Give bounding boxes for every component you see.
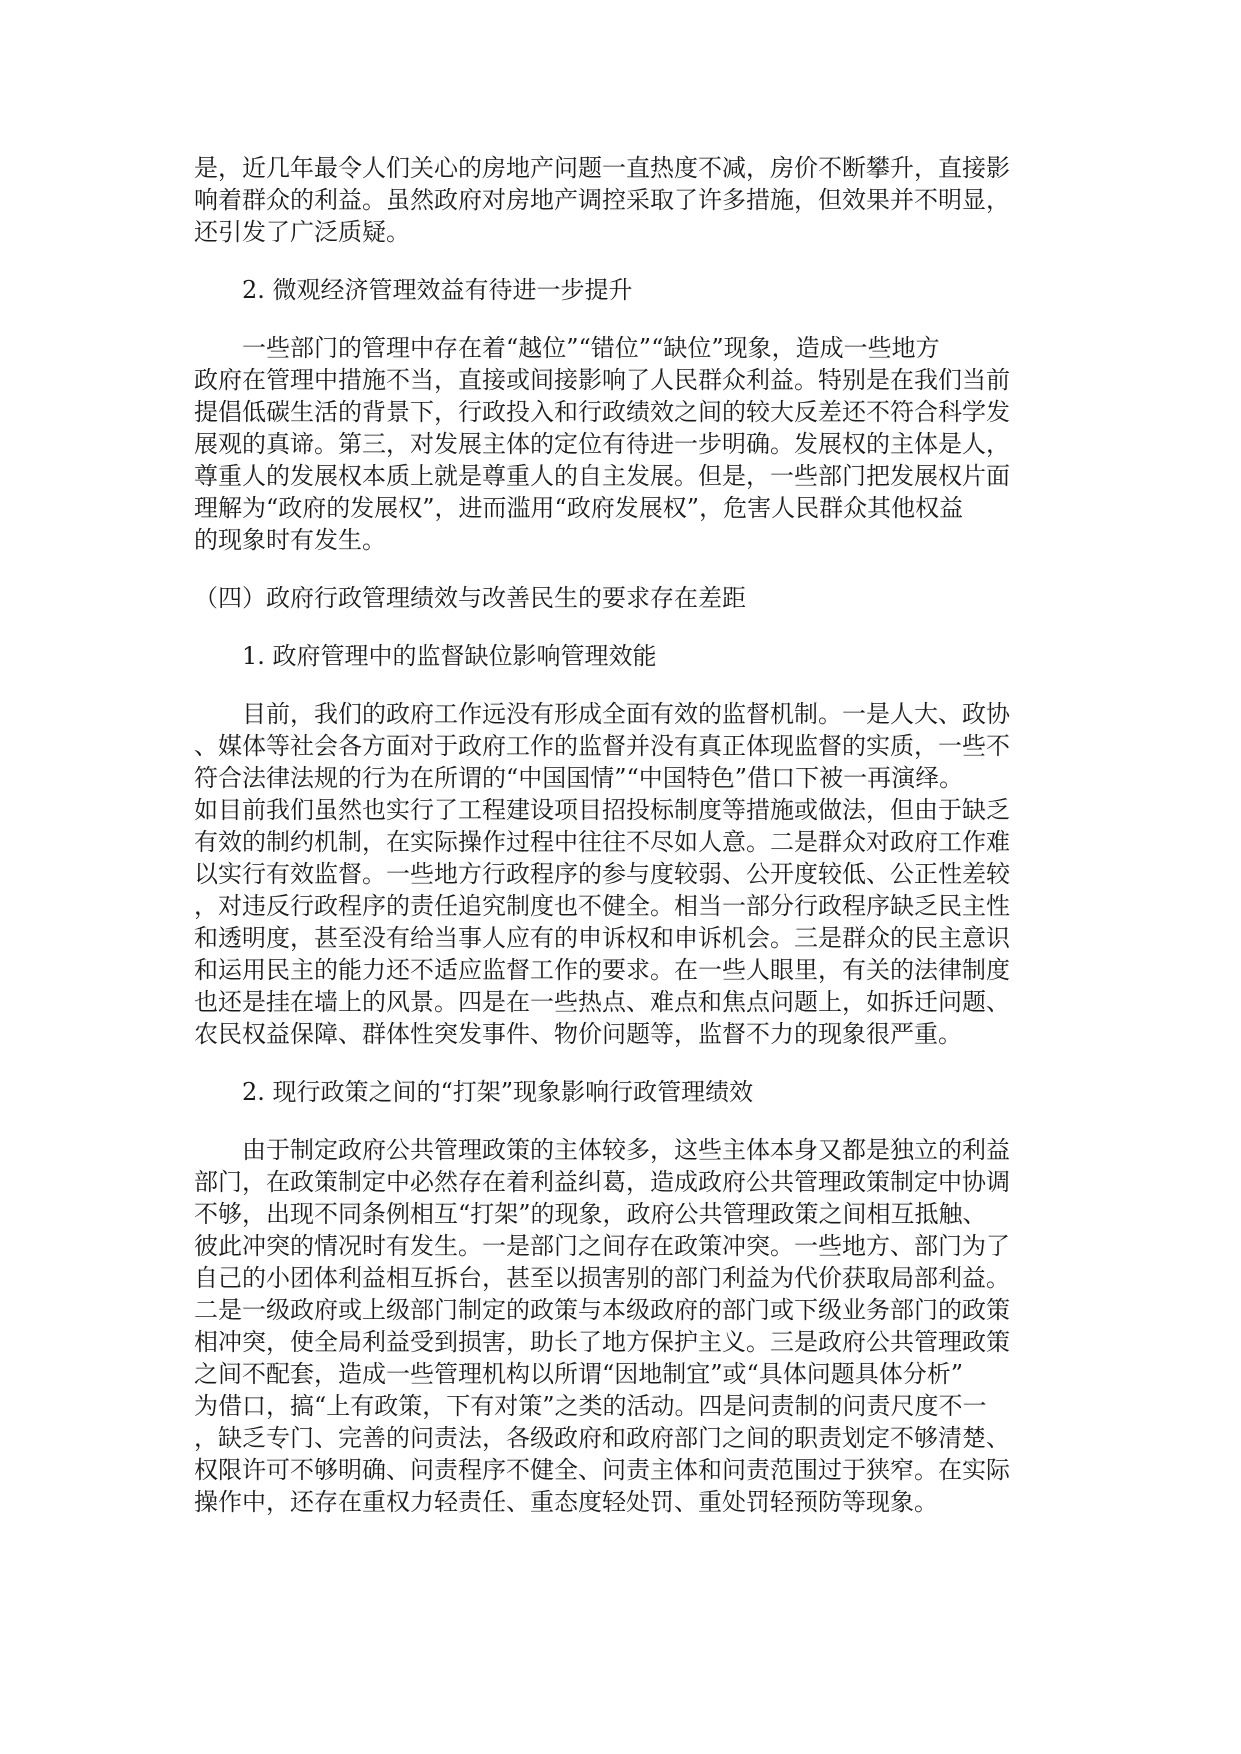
paragraph-line: 自己的小团体利益相互拆台，甚至以损害别的部门利益为代价获取局部利益。 xyxy=(194,1264,1010,1292)
paragraph-spacer xyxy=(194,306,1058,332)
paragraph-line: 尊重人的发展权本质上就是尊重人的自主发展。但是，一些部门把发展权片面 xyxy=(194,462,1010,490)
heading-text: 1. 政府管理中的监督缺位影响管理效能 xyxy=(242,642,657,670)
paragraph-line: 不够，出现不同条例相互“打架”的现象，政府公共管理政策之间相互抵触、 xyxy=(194,1200,987,1228)
paragraph-spacer xyxy=(194,672,1058,698)
paragraph-line: 一些部门的管理中存在着“越位”“错位”“缺位”现象，造成一些地方 xyxy=(242,334,940,362)
paragraph-spacer xyxy=(194,556,1058,582)
heading-text: 2. 现行政策之间的“打架”现象影响行政管理绩效 xyxy=(242,1078,754,1106)
section-heading xyxy=(194,582,1058,614)
body-paragraph xyxy=(194,1134,1058,1518)
paragraph-line: 权限许可不够明确、问责程序不健全、问责主体和问责范围过于狭窄。在实际 xyxy=(194,1456,1010,1484)
paragraph-line: 二是一级政府或上级部门制定的政策与本级政府的部门或下级业务部门的政策 xyxy=(194,1296,1010,1324)
section-heading xyxy=(194,640,1058,672)
paragraph-line: ，对违反行政程序的责任追究制度也不健全。相当一部分行政程序缺乏民主性 xyxy=(194,892,1010,920)
paragraph-line: 为借口，搞“上有政策，下有对策”之类的活动。四是问责制的问责尺度不一 xyxy=(194,1392,987,1420)
paragraph-line: ，缺乏专门、完善的问责法，各级政府和政府部门之间的职责划定不够清楚、 xyxy=(194,1424,1010,1452)
paragraph-spacer xyxy=(194,248,1058,274)
paragraph-line: 部门，在政策制定中必然存在着利益纠葛，造成政府公共管理政策制定中协调 xyxy=(194,1168,1010,1196)
heading-text: 2. 微观经济管理效益有待进一步提升 xyxy=(242,276,633,304)
paragraph-line: 农民权益保障、群体性突发事件、物价问题等，监督不力的现象很严重。 xyxy=(194,1020,962,1048)
paragraph-line: 政府在管理中措施不当，直接或间接影响了人民群众利益。特别是在我们当前 xyxy=(194,366,1010,394)
paragraph-line: 的现象时有发生。 xyxy=(194,526,386,554)
paragraph-line: 提倡低碳生活的背景下，行政投入和行政绩效之间的较大反差还不符合科学发 xyxy=(194,398,1010,426)
paragraph-spacer xyxy=(194,614,1058,640)
body-paragraph xyxy=(194,152,1058,248)
paragraph-line: 之间不配套，造成一些管理机构以所谓“因地制宜”或“具体问题具体分析” xyxy=(194,1360,964,1388)
paragraph-line: 和运用民主的能力还不适应监督工作的要求。在一些人眼里，有关的法律制度 xyxy=(194,956,1010,984)
paragraph-line: 如目前我们虽然也实行了工程建设项目招投标制度等措施或做法，但由于缺乏 xyxy=(194,796,1010,824)
body-paragraph xyxy=(194,698,1058,1050)
paragraph-spacer xyxy=(194,1050,1058,1076)
paragraph-line: 以实行有效监督。一些地方行政程序的参与度较弱、公开度较低、公正性差较 xyxy=(194,860,1010,888)
section-heading xyxy=(194,274,1058,306)
paragraph-line: 还引发了广泛质疑。 xyxy=(194,218,410,246)
paragraph-line: 相冲突，使全局利益受到损害，助长了地方保护主义。三是政府公共管理政策 xyxy=(194,1328,1010,1356)
heading-text: （四）政府行政管理绩效与改善民生的要求存在差距 xyxy=(194,584,746,612)
body-paragraph xyxy=(194,332,1058,556)
document-body xyxy=(194,152,1058,1518)
paragraph-line: 彼此冲突的情况时有发生。一是部门之间存在政策冲突。一些地方、部门为了 xyxy=(194,1232,1010,1260)
paragraph-line: 有效的制约机制，在实际操作过程中往往不尽如人意。二是群众对政府工作难 xyxy=(194,828,1010,856)
paragraph-line: 符合法律法规的行为在所谓的“中国国情”“中国特色”借口下被一再演绎。 xyxy=(194,764,964,792)
section-heading xyxy=(194,1076,1058,1108)
paragraph-line: 由于制定政府公共管理政策的主体较多，这些主体本身又都是独立的利益 xyxy=(242,1136,1010,1164)
paragraph-line: 操作中，还存在重权力轻责任、重态度轻处罚、重处罚轻预防等现象。 xyxy=(194,1488,938,1516)
paragraph-line: 响着群众的利益。虽然政府对房地产调控采取了许多措施，但效果并不明显， xyxy=(194,186,1010,214)
paragraph-spacer xyxy=(194,1108,1058,1134)
paragraph-line: 理解为“政府的发展权”，进而滥用“政府发展权”，危害人民群众其他权益 xyxy=(194,494,964,522)
paragraph-line: 是，近几年最令人们关心的房地产问题一直热度不减，房价不断攀升，直接影 xyxy=(194,154,1010,182)
paragraph-line: 也还是挂在墙上的风景。四是在一些热点、难点和焦点问题上，如拆迁问题、 xyxy=(194,988,1010,1016)
paragraph-line: 和透明度，甚至没有给当事人应有的申诉权和申诉机会。三是群众的民主意识 xyxy=(194,924,1010,952)
paragraph-line: 、媒体等社会各方面对于政府工作的监督并没有真正体现监督的实质，一些不 xyxy=(194,732,1010,760)
paragraph-line: 目前，我们的政府工作远没有形成全面有效的监督机制。一是人大、政协 xyxy=(242,700,1010,728)
paragraph-line: 展观的真谛。第三，对发展主体的定位有待进一步明确。发展权的主体是人， xyxy=(194,430,1010,458)
